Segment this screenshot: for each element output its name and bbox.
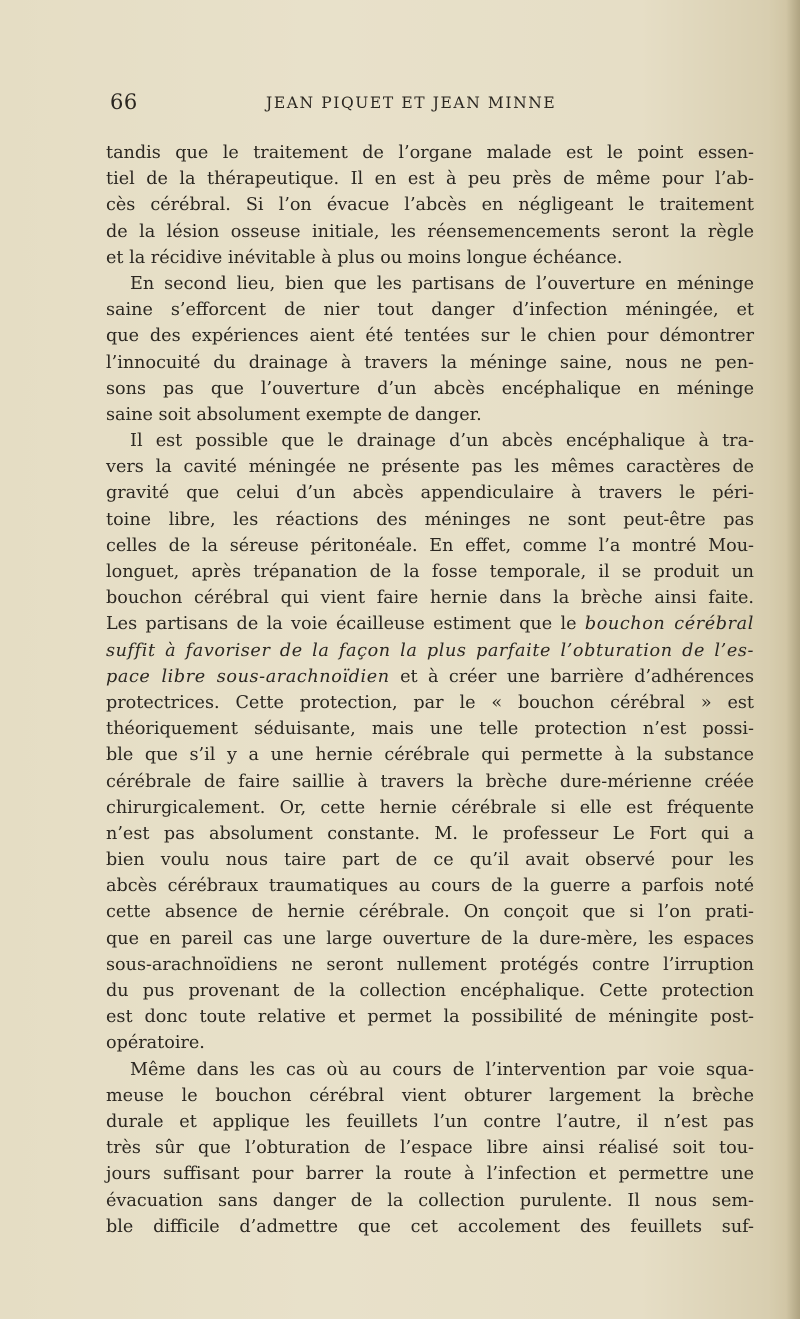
text-line: [106, 638, 754, 664]
text-line: celles de la séreuse péritonéale. En effet, comme l’a montré Mou-: [106, 535, 754, 556]
text-line: très sûr que l’obturation de l’espace libre ainsi réalisé soit tou-: [106, 1138, 754, 1159]
text-line: abcès cérébraux traumatiques au cours de la guerre a parfois noté: [106, 876, 754, 897]
text-line: et la récidive inévitable à plus ou moins longue échéance.: [106, 247, 623, 268]
text-line: évacuation sans danger de la collection purulente. Il nous sem-: [106, 1190, 754, 1211]
text-line: opératoire.: [106, 1033, 205, 1054]
text-line: protectrices. Cette protection, par le « bouchon cérébral » est: [106, 692, 754, 713]
italic-text: bouchon cérébral: [584, 614, 754, 635]
italic-text: pace libre sous-arachnoïdien: [106, 666, 390, 687]
text-line: tandis que le traitement de l’organe malade est le point essen-: [106, 143, 754, 163]
page-edge-shadow: [786, 0, 800, 1319]
text-line: gravité que celui d’un abcès appendiculaire à travers le péri-: [106, 483, 754, 504]
text-line: que en pareil cas une large ouverture de la dure-mère, les espaces: [106, 928, 754, 949]
text-line: saine s’efforcent de nier tout danger d’infection méningée, et: [106, 300, 754, 321]
text-line: chirurgicalement. Or, cette hernie cérébrale si elle est fréquente: [106, 797, 754, 818]
text-line: saine soit absolument exempte de danger.: [106, 404, 482, 425]
text-line: sous-arachnoïdiens ne seront nullement protégés contre l’irruption: [106, 954, 754, 975]
text-line: tiel de la thérapeutique. Il en est à peu près de même pour l’ab-: [106, 169, 754, 190]
body-text: [106, 140, 754, 1240]
text-line: que des expériences aient été tentées sur le chien pour démontrer: [106, 326, 754, 347]
running-head: JEAN PIQUET ET JEAN MINNE: [266, 94, 557, 112]
text-line: ble que s’il y a une hernie cérébrale qui permette à la substance: [106, 745, 754, 766]
text-line: cérébrale de faire saillie à travers la brèche dure-mérienne créée: [106, 771, 754, 792]
text-line: est donc toute relative et permet la possibilité de méningite post-: [106, 1007, 754, 1028]
text-line: ble difficile d’admettre que cet accolement des feuillets suf-: [106, 1216, 754, 1237]
text-segment: Les partisans de la voie écailleuse estiment que le: [106, 614, 585, 635]
text-line: sons pas que l’ouverture d’un abcès encéphalique en méninge: [106, 378, 754, 399]
page-header: [104, 90, 754, 120]
text-line: n’est pas absolument constante. M. le professeur Le Fort qui a: [106, 823, 754, 844]
paragraph-start-line: Il est possible que le drainage d’un abcès encéphalique à tra-: [130, 431, 754, 452]
text-line: bien voulu nous taire part de ce qu’il avait observé pour les: [106, 850, 754, 871]
text-line: bouchon cérébral qui vient faire hernie dans la brèche ainsi faite.: [106, 588, 754, 609]
text-line: cès cérébral. Si l’on évacue l’abcès en négligeant le traitement: [106, 195, 754, 216]
text-line: de la lésion osseuse initiale, les réensemencements seront la règle: [106, 221, 754, 242]
text-line: du pus provenant de la collection encéphalique. Cette protection: [106, 981, 754, 1001]
page-number: 66: [110, 90, 138, 114]
text-segment: et à créer une barrière d’adhérences: [389, 666, 754, 687]
text-line: cette absence de hernie cérébrale. On conçoit que si l’on prati-: [106, 902, 754, 923]
text-line: jours suffisant pour barrer la route à l’infection et permettre une: [106, 1164, 754, 1185]
text-line: longuet, après trépanation de la fosse temporale, il se produit un: [106, 562, 754, 582]
text-line: durale et applique les feuillets l’un contre l’autre, il n’est pas: [106, 1111, 754, 1132]
paragraph-start-line: En second lieu, bien que les partisans de l’ouverture en méninge: [130, 273, 754, 294]
text-line: [106, 611, 754, 637]
text-line: l’innocuité du drainage à travers la méninge saine, nous ne pen-: [106, 352, 754, 373]
paragraph-start-line: Même dans les cas où au cours de l’intervention par voie squa-: [130, 1059, 754, 1080]
text-line: théoriquement séduisante, mais une telle protection n’est possi-: [106, 719, 754, 740]
italic-text: suffit à favoriser de la façon la plus parfaite l’obturation de l’es-: [106, 640, 754, 661]
text-line: vers la cavité méningée ne présente pas les mêmes caractères de: [106, 457, 754, 478]
text-line: meuse le bouchon cérébral vient obturer largement la brèche: [106, 1085, 754, 1106]
text-line: toine libre, les réactions des méninges ne sont peut-être pas: [106, 509, 754, 530]
text-line: [106, 664, 754, 690]
